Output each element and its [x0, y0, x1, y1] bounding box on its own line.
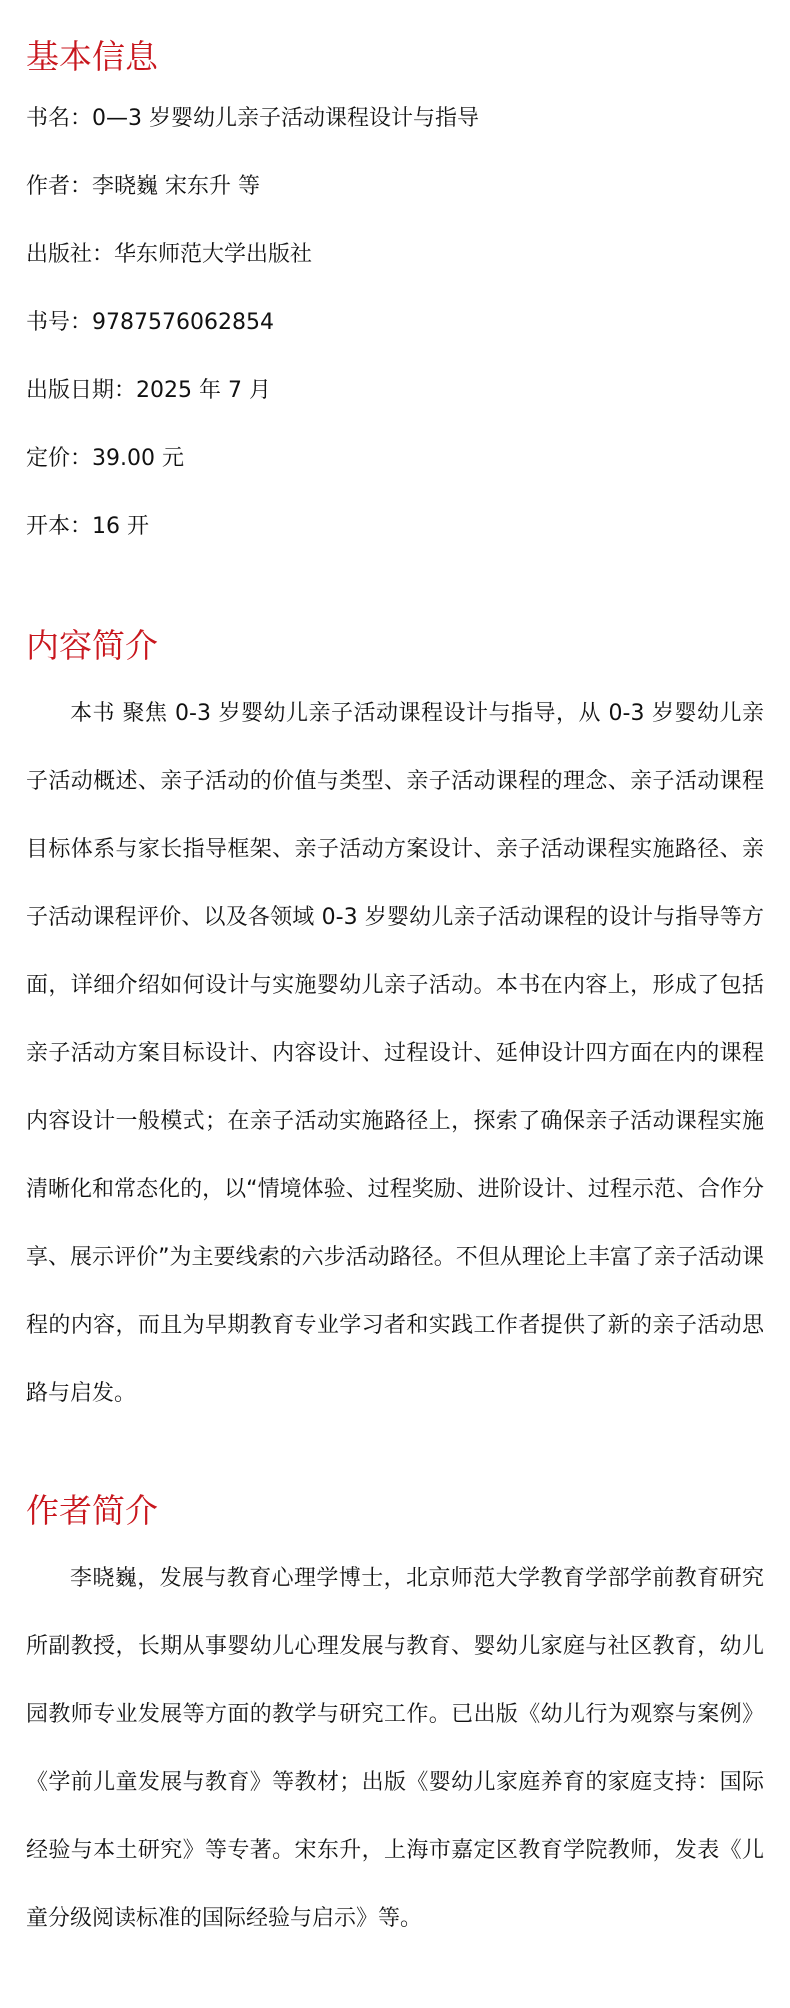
basic-info-list	[26, 103, 764, 543]
author-intro-heading: 作者简介	[26, 1491, 158, 1530]
info-publish-date: 出版日期：2025 年 7 月	[26, 378, 271, 403]
info-publisher: 出版社：华东师范大学出版社	[26, 242, 313, 267]
info-book-title: 书名：0—3 岁婴幼儿亲子活动课程设计与指导	[26, 106, 479, 131]
info-format: 开本：16 开	[26, 514, 149, 539]
content-intro-paragraph: 本书 聚焦 0-3 岁婴幼儿亲子活动课程设计与指导，从 0-3 岁婴幼儿亲子活动概述、亲子活动的价值与类型、亲子活动课程的理念、亲子活动课程目标体系与家长指导框架、亲子活动方案设计、亲子活动课程实施路径、亲子活动课程评价、以及各领域 0-3 岁婴幼儿亲子活动课程的设计与指导等方面，详细介绍如何设计与实施婴幼儿亲子活动。本书在内容上，形成了包括亲子活动方案目标设计、内容设计、过程设计、延伸设计四方面在内的课程内容设计一般模式；在亲子活动实施路径上，探索了确保亲子活动课程实施清晰化和常态化的，以“情境体验、过程奖励、进阶设计、过程示范、合作分享、展示评价”为主要线索的六步活动路径。不但从理论上丰富了亲子活动课程的内容，而且为早期教育专业学习者和实践工作者提供了新的亲子活动思路与启发。	[26, 701, 764, 1406]
author-intro-paragraph: 李晓巍，发展与教育心理学博士，北京师范大学教育学部学前教育研究所副教授，长期从事婴幼儿心理发展与教育、婴幼儿家庭与社区教育，幼儿园教师专业发展等方面的教学与研究工作。已出版《幼儿行为观察与案例》《学前儿童发展与教育》等教材；出版《婴幼儿家庭养育的家庭支持：国际经验与本土研究》等专著。宋东升，上海市嘉定区教育学院教师，发表《儿童分级阅读标准的国际经验与启示》等。	[26, 1566, 764, 1931]
info-price: 定价：39.00 元	[26, 446, 184, 471]
basic-info-heading: 基本信息	[26, 37, 158, 76]
info-isbn: 书号：9787576062854	[26, 310, 274, 335]
info-authors: 作者：李晓巍 宋东升 等	[26, 174, 260, 199]
content-intro-heading: 内容简介	[26, 626, 158, 665]
